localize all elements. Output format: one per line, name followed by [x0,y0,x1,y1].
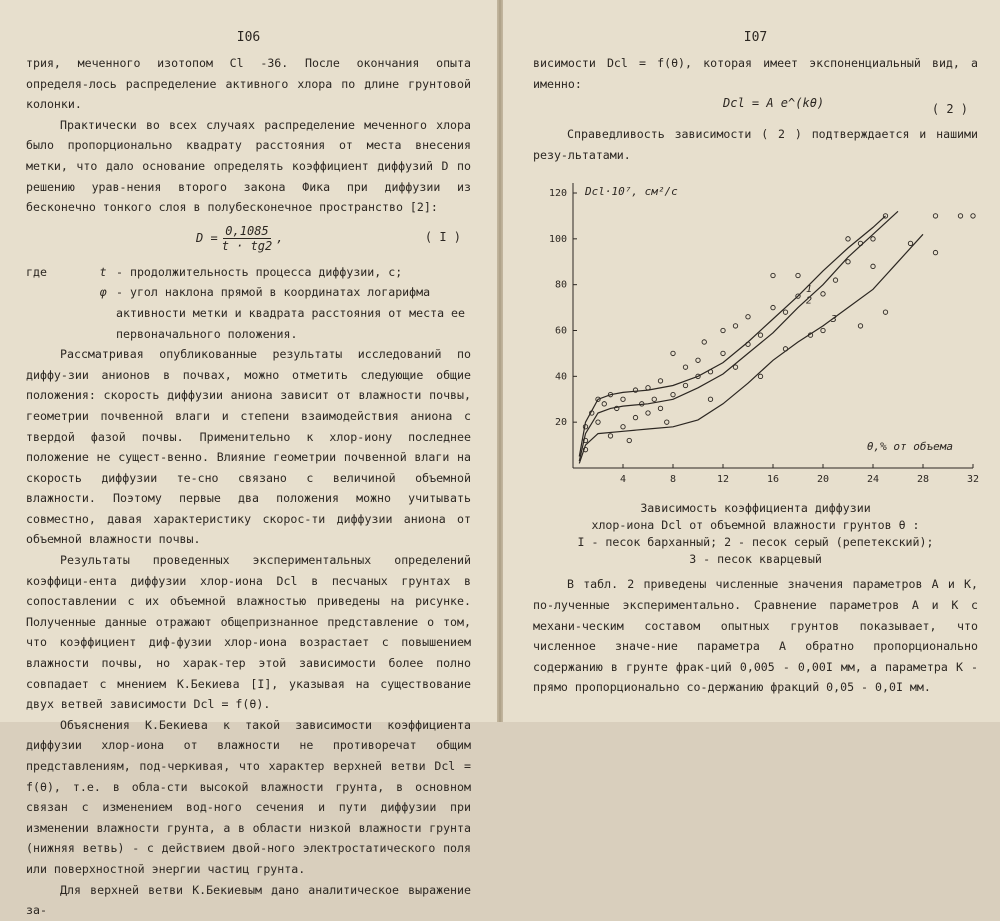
x-tick-label: 28 [916,474,930,486]
data-point [958,214,962,218]
left-para-3: Рассматривая опубликованные результаты исследований по диффу-зии анионов в почвах, можно отметить следующие общие положения: скорость диффузии аниона зависит от влажности почвы, геометрии почвенной влаги и степени взаимодействия аниона с твердой фазой почвы. Применительно к хлор-иону последнее положение не сущест-венно. Влияние геометрии почвенной влаги на скорость диффузии те-сно связано с величиной объемной влажности. Поэтому первые два положения можно учитывать совместно, давая характеристику скорос-ти диффузии аниона от объемной влажности почвы. [26,347,471,547]
formula-1: D = $\frac{0,1085}{t \cdot tg2}$ , ( I ) [196,223,461,253]
left-para-2: Практически во всех случаях распределение меченного хлора было пропорционально квадрату расстояния от места внесения метки, что дало основание определять коэффициент диффузий D по решению урав-нения второго закона Фика при диффузии из бесконечно тонкого слоя в полубесконечное пространство [2]: [26,117,471,215]
data-point [702,340,706,344]
y-tick-label: 40 [554,371,567,383]
data-point [871,237,875,241]
chart-caption [533,500,978,568]
data-point [708,397,712,401]
x-tick-label: 4 [619,474,627,486]
data-point [596,420,600,424]
curve-1 [579,216,885,457]
left-para-1: трия, меченного изотопом Cl -36. После окончания опыта определя-лось распределение активного хлора по длине грунтовой колонки. [26,56,471,112]
data-point [683,365,687,369]
data-point [602,402,606,406]
data-point [733,324,737,328]
curve-3 [579,235,923,464]
data-point [846,260,850,264]
data-point [646,411,650,415]
x-tick-label: 16 [766,474,780,486]
data-point [971,214,975,218]
definition-row: φ - угол наклона прямой в координатах логарифма активности метки и квадрата расстояния от места ее первоначального положения. [99,285,466,341]
formula-1-lhs: D = [196,231,218,246]
data-point [771,306,775,310]
data-point [758,333,762,337]
x-tick-label: 24 [866,474,880,486]
right-para-2: Справедливость зависимости ( 2 ) подтверждается и нашими резу-льтатами. [533,127,978,162]
data-point [771,274,775,278]
data-point [621,397,625,401]
data-point [627,439,631,443]
data-point [658,379,662,383]
data-point [658,407,662,411]
caption-line: Зависимость коэффициента диффузии [640,501,871,516]
y-tick-label: 80 [554,280,567,292]
page-number-right: I07 [743,30,768,45]
y-tick-label: 60 [554,325,567,337]
y-axis-label: Dcl·10⁷, см²/с [585,185,678,199]
diffusion-chart [533,173,983,498]
page-number-left: I06 [236,30,261,45]
left-para-4: Результаты проведенных экспериментальных определений коэффици-ента диффузии хлор-иона Dcl в песчаных грунтах в сопоставлении с их объемной влажностью приведены на рисунке. Полученные данные отражают общепризнанное представление о том, что коэффициент диф-фузии хлор-иона возрастает с повышением влажности почвы, но харак-тер этой зависимости более полно совпадает с мнением К.Бекиева [I], указывая на существование двух ветвей зависимости Dcl = f(θ). [26,553,471,712]
left-para-5: Объяснения К.Бекиева к такой зависимости коэффициента диффузии хлор-иона от влажности не противоречат общим представлениям, под-черкивая, что характер верхней ветви Dcl = f(θ), т.е. в обла-сти высокой влажности грунта, в основном связан с изменением вод-ного сечения и пути диффузии при изменении влажности грунта, а в области низкой влажности грунта (нижняя ветвь) - с действием двой-ного электростатического поля или поверхностной энергии частиц грунта. [26,717,471,876]
data-point [665,420,669,424]
data-point [783,310,787,314]
y-tick-label: 100 [548,234,567,246]
data-point [908,242,912,246]
data-point [933,214,937,218]
caption-line: хлор-иона Dcl от объемной влажности грунтов θ : [591,518,920,533]
formula-2-number: ( 2 ) [931,102,968,117]
caption-line: I - песок барханный; 2 - песок серый (репетекский); [577,535,934,550]
data-point [671,352,675,356]
curve-label-1: 1 [806,284,813,296]
data-point [621,425,625,429]
x-tick-label: 8 [669,474,677,486]
data-point [821,292,825,296]
left-page [0,0,497,918]
y-tick-label: 120 [548,188,567,200]
formula-2-expression: Dcl = A e^(kθ) [723,96,825,111]
definition-row: где t - продолжительность процесса диффузии, с; [26,264,403,279]
data-point [833,278,837,282]
right-para-1: висимости Dcl = f(θ), которая имеет экспоненциальный вид, а именно: [533,56,978,91]
curve-label-3: 3 [831,314,838,326]
data-point [746,315,750,319]
right-page [503,0,1000,722]
x-tick-label: 12 [716,474,730,486]
data-point [608,434,612,438]
x-tick-label: 32 [966,474,980,486]
data-point [821,329,825,333]
data-point [846,237,850,241]
data-point [683,384,687,388]
y-tick-label: 20 [554,417,567,429]
formula-1-number: ( I ) [424,229,461,244]
formula-1-numerator: 0,1085 [225,223,269,238]
formula-2 [533,94,978,124]
data-point [871,265,875,269]
data-point [933,251,937,255]
data-point [721,329,725,333]
data-point [721,352,725,356]
caption-line: 3 - песок кварцевый [689,552,822,567]
left-para-6: Для верхней ветви К.Бекиевым дано аналитическое выражение за- [26,882,471,918]
data-point [758,375,762,379]
data-point [858,324,862,328]
data-point [652,397,656,401]
curve-2 [579,212,898,462]
x-axis-label: θ,% от объема [866,440,953,454]
x-tick-label: 20 [816,474,830,486]
curve-label-2: 2 [806,295,813,307]
data-point [883,310,887,314]
right-para-3: В табл. 2 приведены численные значения параметров A и K, по-лученные экспериментально. Сравнение параметров A и K с механи-ческим составом опытных грунтов показывает, что численное значе-ние параметра A обратно пропорционально содержанию в грунте фрак-ций 0,005 - 0,00I мм, а параметра K - прямо пропорционально со-держанию фракций 0,05 - 0,0I мм. [533,577,978,695]
data-point [696,358,700,362]
definitions [26,262,471,344]
chart-svg [533,173,983,498]
data-point [671,393,675,397]
data-point [633,416,637,420]
formula-1-denominator: t · tg2 [221,238,273,253]
data-point [796,274,800,278]
